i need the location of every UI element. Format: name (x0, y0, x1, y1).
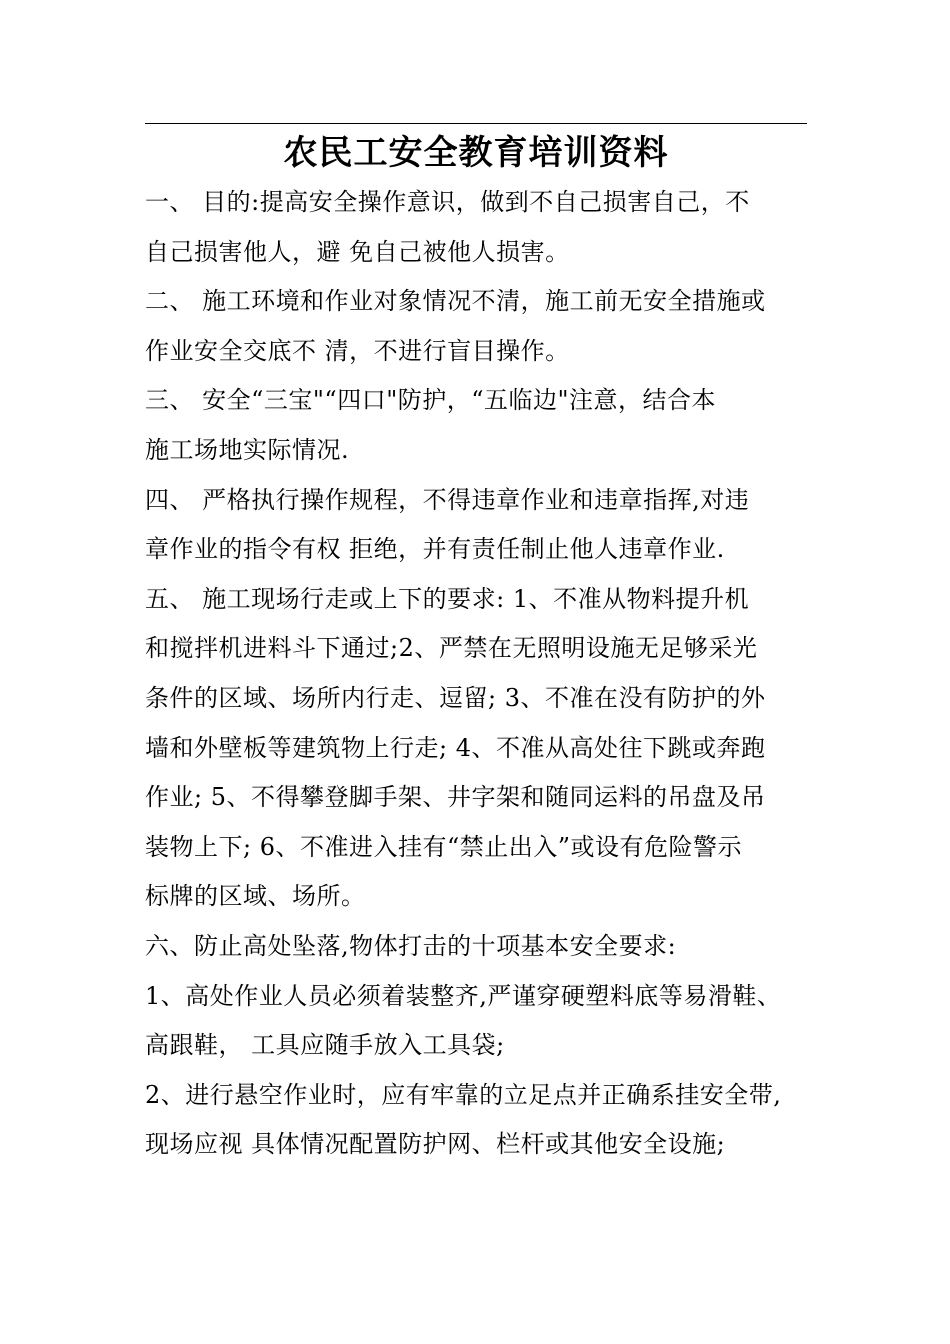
text-line: 2、进行悬空作业时，应有牢靠的立足点并正确系挂安全带, (145, 1080, 782, 1109)
text-line: 自己损害他人，避 免自己被他人损害。 (145, 237, 570, 266)
text-line: 六、防止高处坠落,物体打击的十项基本安全要求: (145, 931, 677, 960)
text-line: 现场应视 具体情况配置防护网、栏杆或其他安全设施; (145, 1130, 726, 1159)
header-rule (145, 123, 807, 124)
text-line: 1、高处作业人员必须着装整齐,严谨穿硬塑料底等易滑鞋、 (145, 981, 782, 1010)
text-line: 作业; 5、不得攀登脚手架、井字架和随同运料的吊盘及吊 (145, 783, 766, 812)
text-line: 标牌的区域、场所。 (145, 882, 366, 911)
text-line: 施工场地实际情况. (145, 435, 350, 464)
text-line: 五、 施工现场行走或上下的要求: 1、不准从物料提升机 (145, 584, 750, 613)
text-line: 和搅拌机进料斗下通过;2、严禁在无照明设施无足够采光 (145, 634, 758, 663)
text-line: 条件的区域、场所内行走、逗留; 3、不准在没有防护的外 (145, 683, 766, 712)
text-line: 装物上下; 6、不准进入挂有“禁止出入”或设有危险警示 (145, 832, 743, 861)
text-line: 墙和外壁板等建筑物上行走; 4、不准从高处往下跳或奔跑 (145, 733, 766, 762)
text-line: 三、 安全“三宝"“四口"防护，“五临边"注意，结合本 (145, 386, 717, 415)
text-line: 一、 目的:提高安全操作意识，做到不自己损害自己，不 (145, 188, 750, 216)
text-line: 章作业的指令有权 拒绝，并有责任制止他人违章作业. (145, 535, 725, 564)
text-line: 二、 施工环境和作业对象情况不清，施工前无安全措施或 (145, 287, 766, 316)
text-line: 高跟鞋， 工具应随手放入工具袋; (145, 1031, 505, 1060)
document-body (145, 178, 810, 1170)
text-line: 四、 严格执行操作规程，不得违章作业和违章指挥,对违 (145, 485, 750, 514)
text-line: 作业安全交底不 清，不进行盲目操作。 (145, 336, 570, 365)
document-title: 农民工安全教育培训资料 (283, 133, 669, 173)
